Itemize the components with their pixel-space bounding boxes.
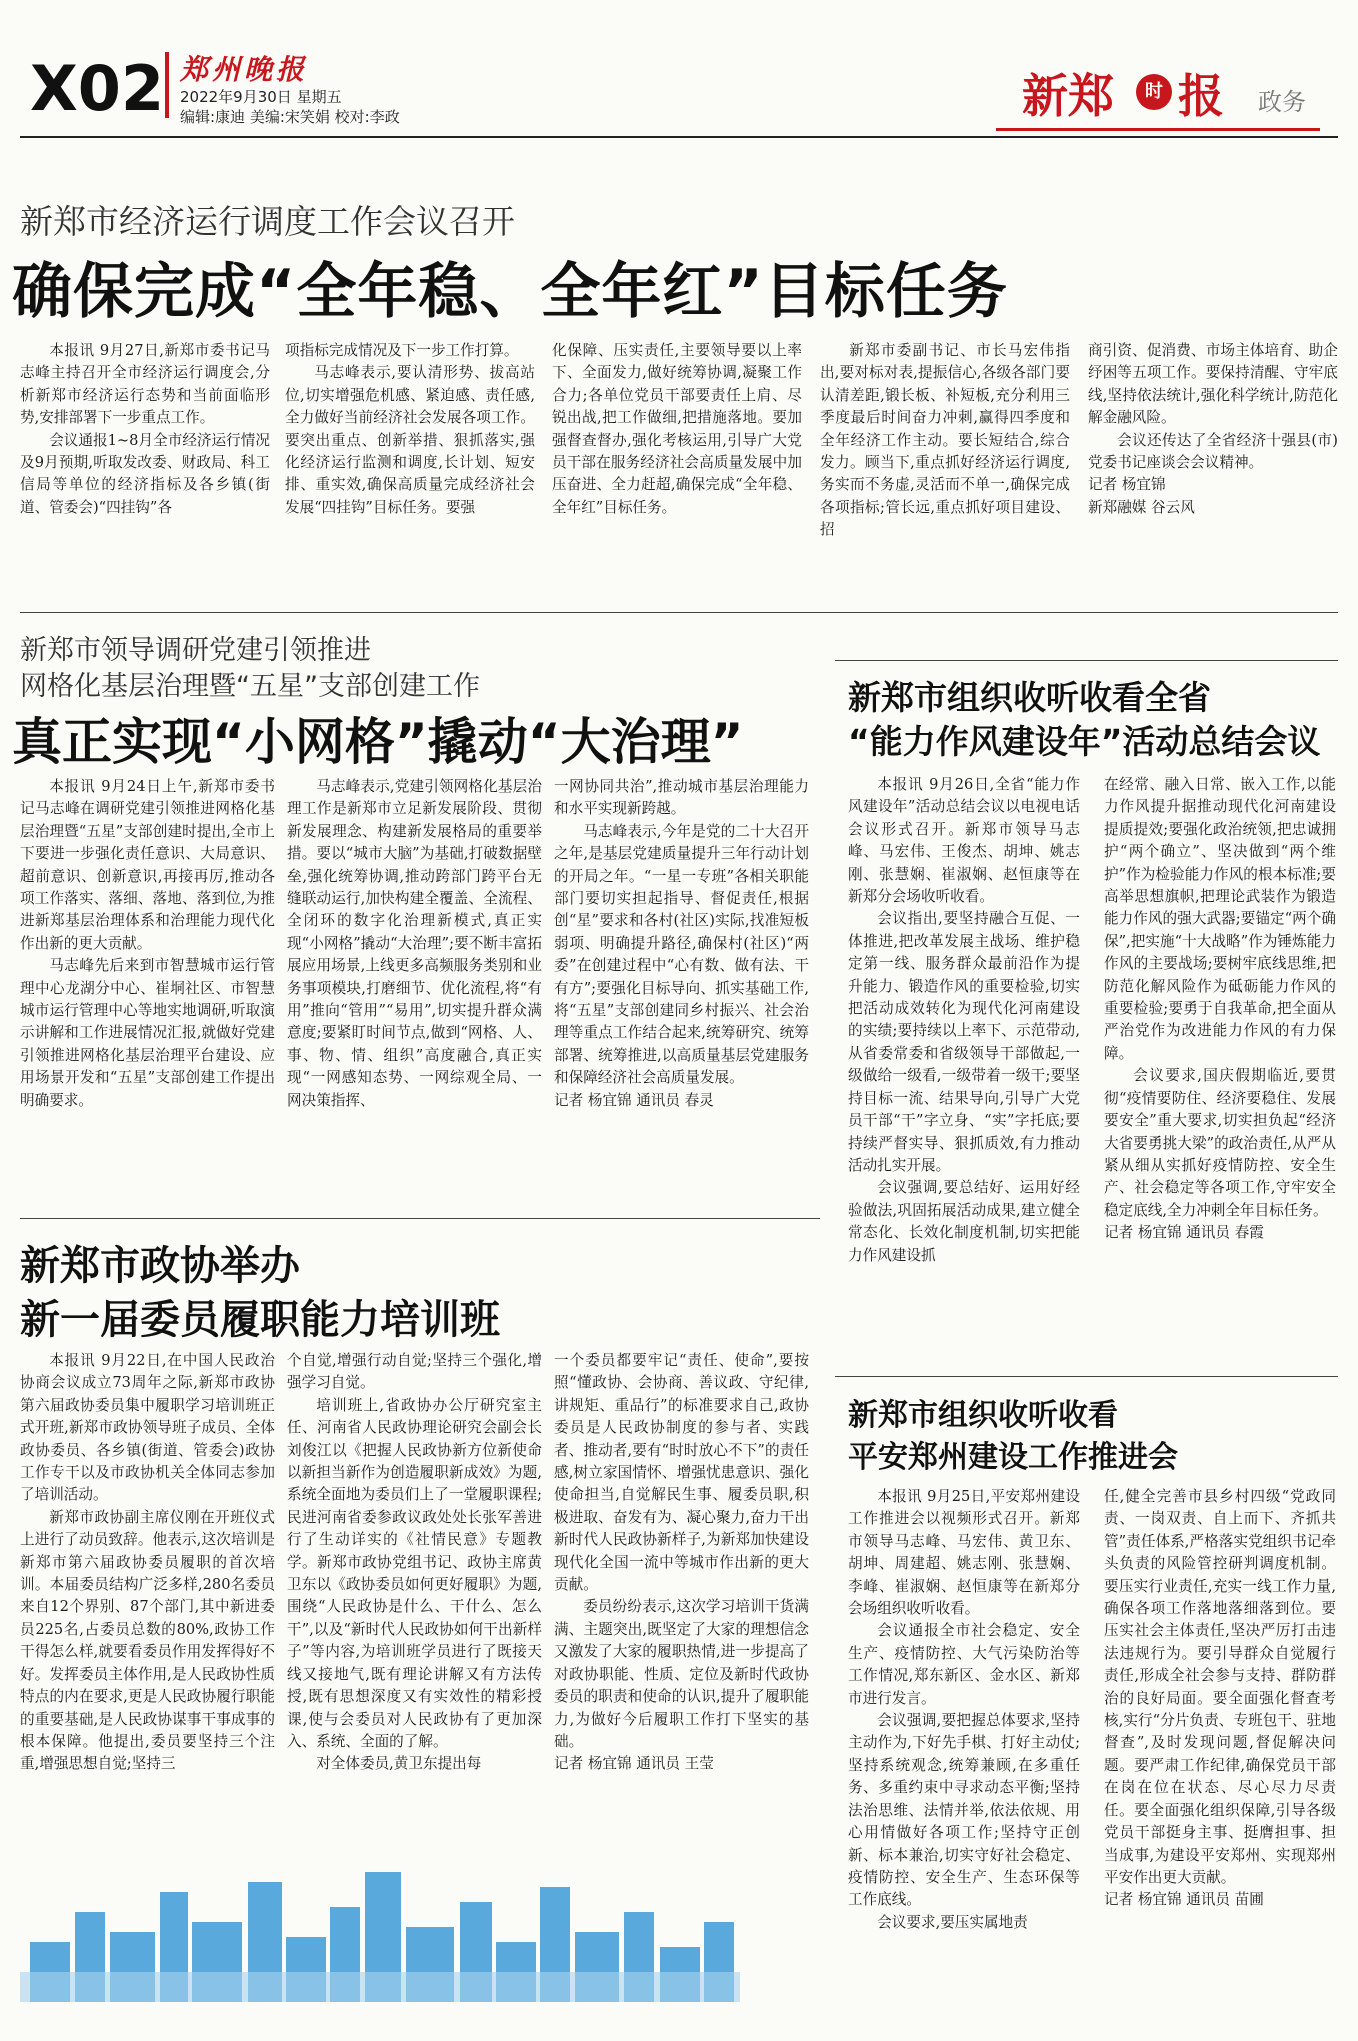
page-number: X02 [30,52,165,125]
article1-kicker: 新郑市经济运行调度工作会议召开 [20,202,515,241]
article2-col2 [287,776,542,1112]
article4-col2 [1104,774,1336,1245]
article3-col1 [20,1350,275,1776]
paragraph: 在经常、融入日常、嵌入工作,以能力作风提升据推动现代化河南建设提质提效;要强化政治统领,把忠诚拥护“两个确立”、坚决做到“两个维护”作为检验能力作风的根本标准;要高举思想旗帜,把理论武装作为锻造能力作风的强大武器;要锚定“两个确保”,把实施“十大战略”作为锤炼能力作风的主要战场;要树牢底线思维,把防范化解风险作为砥砺能力作风的重要检验;要勇于自我革命,把全面从严治党作为改进能力作风的有力保障。 [1104,776,1336,1062]
paragraph: 新郑市政协副主席仪刚在开班仪式上进行了动员致辞。他表示,这次培训是新郑市第六届政协委员履职的首次培训。本届委员结构广泛多样,280名委员来自12个界别、87个部门,其中新进委员225名,占委员总数的80%,政协工作干得怎么样,就要看委员作用发挥得好不好。发挥委员主体作用,是人民政协性质特点的内在要求,更是人民政协履行职能的重要基础,是人民政协谋事干事成事的根本保障。他提出,委员要坚持三个注重,增强思想自觉;坚持三 [20,1508,275,1773]
paragraph: 一网协同共治”,推动城市基层治理能力和水平实现新跨越。 [554,778,809,818]
brand-left: 新郑 [1022,69,1114,123]
article1-col2 [285,340,535,519]
paragraph: 马志峰先后来到市智慧城市运行管理中心龙湖分中心、崔垌社区、市智慧城市运行管理中心等地实地调研,听取演示讲解和工作进展情况汇报,就做好党建引领推进网格化基层治理平台建设、应用场景开发和“五星”支部创建工作提出明确要求。 [20,957,275,1109]
article2-kicker1: 新郑市领导调研党建引领推进 [20,635,371,666]
article2-title: 真正实现“小网格”撬动“大治理” [12,713,744,771]
brand-right: 报 [1178,69,1224,123]
paragraph: 项指标完成情况及下一步工作打算。 [285,342,519,359]
article1-col3 [552,340,802,519]
section-divider [20,1218,820,1219]
byline: 记者 杨宜锦 [1088,476,1166,494]
paragraph: 新郑市委副书记、市长马宏伟指出,要对标对表,提振信心,各级各部门要认清差距,锻长板、补短板,充分利用三季度最后时间奋力冲刺,赢得四季度和全年经济工作主动。要长短结合,综合发力。顾当下,重点抓好经济运行调度,务实而不务虚,灵活而不单一,确保完成各项指标;管长远,重点抓好项目建设、招 [820,342,1070,539]
paragraph: 化保障、压实责任,主要领导要以上率下、全面发力,做好统筹协调,凝聚工作合力;各单位党员干部要责任上肩、尽锐出战,把工作做细,把措施落地。要加强督查督办,强化考核运用,引导广大党员干部在服务经济社会高质量发展中加压奋进、全力赶超,确保完成“全年稳、全年红”目标任务。 [552,342,802,516]
article3-title-line1: 新郑市政协举办 [20,1243,300,1289]
article4-title-line2: “能力作风建设年”活动总结会议 [848,722,1321,761]
article1-col4 [820,340,1070,542]
dateline: 2022年9月30日 星期五 [180,88,342,106]
paragraph: 马志峰表示,要认清形势、拔高站位,切实增强危机感、紧迫感、责任感,全力做好当前经济社会发展各项工作。要突出重点、创新举措、狠抓落实,强化经济运行监测和调度,长计划、短安排、重实效,确保高质量完成经济社会发展“四挂钩”目标任务。要强 [285,364,535,516]
paragraph: 商引资、促消费、市场主体培育、助企纾困等五项工作。要保持清醒、守牢底线,坚持依法统计,强化科学统计,防范化解金融风险。 [1088,342,1338,427]
article5-title-line1: 新郑市组织收听收看 [848,1398,1118,1433]
byline: 记者 杨宜锦 通讯员 王莹 [554,1755,714,1773]
article1-col5 [1088,340,1338,519]
article4-title-line1: 新郑市组织收听收看全省 [848,678,1211,717]
paragraph: 会议指出,要坚持融合互促、一体推进,把改革发展主战场、维护稳定第一线、服务群众最前沿作为提升能力、锻造作风的重要检验,切实把活动成效转化为现代化河南建设的实绩;要持续以上率下、示范带动,从省委常委和省级领导干部做起,一级做给一级看,一级带着一级干;要坚持目标一流、结果导向,引导广大党员干部“干”字立身、“实”字托底;要持续严督实导、狠抓质效,有力推动活动扎实开展。 [848,910,1080,1174]
byline: 记者 杨宜锦 通讯员 苗圃 [1104,1891,1264,1909]
paragraph: 对全体委员,黄卫东提出每 [316,1755,482,1773]
article3-title-line2: 新一届委员履职能力培训班 [20,1297,500,1343]
masthead-divider [165,52,169,118]
paragraph: 委员纷纷表示,这次学习培训干货满满、主题突出,既坚定了大家的理想信念又激发了大家的履职热情,进一步提高了对政协职能、性质、定位及新时代政协委员的职责和使命的认识,提升了履职能力,为做好今后履职工作打下坚实的基础。 [554,1598,809,1750]
article4-col1 [848,774,1080,1267]
paragraph: 会议通报1~8月全市经济运行情况及9月预期,听取发改委、财政局、科工信局等单位的经济指标及各乡镇(街道、管委会)“四挂钩”各 [20,431,270,516]
byline: 新郑融媒 谷云风 [1088,498,1195,516]
paragraph: 会议强调,要总结好、运用好经验做法,巩固拓展活动成果,建立健全常态化、长效化制度机制,切实把能力作风建设抓 [848,1179,1080,1264]
article5-col2 [1104,1486,1336,1912]
section-brand [996,52,1320,132]
article2-kicker2: 网格化基层治理暨“五星”支部创建工作 [20,671,480,702]
byline: 记者 杨宜锦 通讯员 春灵 [554,1091,714,1109]
section-divider [20,612,1338,613]
byline: 记者 杨宜锦 通讯员 春霞 [1104,1224,1264,1242]
article2-col1 [20,776,275,1112]
article5-title-line2: 平安郑州建设工作推进会 [848,1440,1178,1475]
paragraph: 会议要求,国庆假期临近,要贯彻“疫情要防住、经济要稳住、发展要安全”重大要求,切实担负起“经济大省要勇挑大梁”的政治责任,从严从紧从细从实抓好疫情防控、安全生产、社会稳定等各项工作,守牢安全稳定底线,全力冲刺全年目标任务。 [1104,1067,1336,1219]
paragraph: 马志峰表示,党建引领网格化基层治理工作是新郑市立足新发展阶段、贯彻新发展理念、构建新发展格局的重要举措。要以“城市大脑”为基础,打破数据壁垒,强化统筹协调,推动跨部门跨平台无缝联动运行,加快构建全覆盖、全流程、全闭环的数字化治理新模式,真正实现“小网格”撬动“大治理”;要不断丰富拓展应用场景,上线更多高频服务类别和业务事项模块,打磨细节、优化流程,将“有用”推向“管用”“易用”,切实提升群众满意度;要紧盯时间节点,做到“网格、人、事、物、情、组织”高度融合,真正实现“一网感知态势、一网综观全局、一网决策指挥、 [287,778,542,1109]
article3-col3 [554,1350,809,1776]
paragraph: 马志峰表示,今年是党的二十大召开之年,是基层党建质量提升三年行动计划的开局之年。“一星一专班”各相关职能部门要切实担起指导、督促责任,根据创“星”要求和各村(社区)实际,找准短板弱项、明确提升路径,确保村(社区)“两委”在创建过程中“心有数、做有法、干有方”;要强化目标导向、抓实基础工作,将“五星”支部创建同乡村振兴、社会治理等重点工作结合起来,统筹研究、统筹部署、统筹推进,以高质量基层党建服务和保障经济社会高质量发展。 [554,822,809,1087]
paper-name-logo: 郑州晚报 [180,53,309,86]
article2-col3 [554,776,809,1112]
section-divider [835,660,1338,661]
paragraph: 本报讯 9月26日,全省“能力作风建设年”活动总结会议以电视电话会议形式召开。新郑市领导马志峰、马宏伟、王俊杰、胡坤、姚志刚、张慧娴、崔淑娴、赵恒康等在新郑分会场收听收看。 [848,776,1080,906]
paragraph: 一个委员都要牢记“责任、使命”,要按照“懂政协、会协商、善议政、守纪律,讲规矩、重品行”的标准要求自己,政协委员是人民政协制度的参与者、实践者、推动者,要有“时时放心不下”的责任感,树立家国情怀、增强忧患意识、强化使命担当,自觉解民生事、履委员职,积极进取、奋发有为、凝心聚力,奋力干出新时代人民政协新样子,为新郑加快建设现代化全国一流中等城市作出新的更大贡献。 [554,1352,809,1594]
paragraph: 会议强调,要把握总体要求,坚持主动作为,下好先手棋、打好主动仗;坚持系统观念,统筹兼顾,在多重任务、多重约束中寻求动态平衡;坚持法治思维、法情并举,依法依规、用心用情做好各项工作;坚持守正创新、标本兼治,切实守好社会稳定、疫情防控、安全生产、生态环保等工作底线。 [848,1712,1080,1909]
skyline-base [20,1972,740,2002]
editors-line: 编辑:康迪 美编:宋笑娟 校对:李政 [180,108,400,126]
brand-circle: 时 [1136,74,1172,110]
paragraph: 任,健全完善市县乡村四级“党政同责、一岗双责、自上而下、齐抓共管”责任体系,严格落实党组织书记牵头负责的风险管控研判调度机制。要压实行业责任,充实一线工作力量,确保各项工作落地落细落到位。要压实社会主体责任,坚决严厉打击违法违规行为。要引导群众自觉履行责任,形成全社会参与支持、群防群治的良好局面。要全面强化督查考核,实行“分片负责、专班包干、驻地督查”,及时发现问题,督促解决问题。要严肃工作纪律,确保党员干部在岗在位在状态、尽心尽力尽责任。要全面强化组织保障,引导各级党员干部挺身主事、挺膺担事、担当成事,为建设平安郑州、实现郑州平安作出更大贡献。 [1104,1488,1336,1886]
city-skyline-illustration [20,1862,740,2002]
header-rule [20,136,1338,138]
paragraph: 会议通报全市社会稳定、安全生产、疫情防控、大气污染防治等工作情况,郑东新区、金水区、新郑市进行发言。 [848,1622,1080,1707]
paragraph: 培训班上,省政协办公厅研究室主任、河南省人民政协理论研究会副会长刘俊江以《把握人民政协新方位新使命 以新担当新作为创造履职新成效》为题,系统全面地为委员们上了一堂履职课程;民进河南省委参政议政处处长张军善进行了生动详实的《社情民意》专题教学。新郑市政协党组书记、政协主席黄卫东以《政协委员如何更好履职》为题,围绕“人民政协是什么、干什么、怎么干”,以及“新时代人民政协如何干出新样子”等内容,为培训班学员进行了既接天线又接地气,既有理论讲解又有方法传授,既有思想深度又有实效性的精彩授课,使与会委员对人民政协有了更加深入、系统、全面的了解。 [287,1396,542,1750]
section-label: 政务 [1258,88,1306,116]
paragraph: 会议要求,要压实属地责 [877,1913,1028,1931]
article3-col2 [287,1350,542,1776]
article1-col1 [20,340,270,519]
paragraph: 本报讯 9月24日上午,新郑市委书记马志峰在调研党建引领推进网格化基层治理暨“五星”支部创建时提出,全市上下要进一步强化责任意识、大局意识、超前意识、创新意识,再接再厉,推动各项工作落实、落细、落地、落到位,为推进新郑基层治理体系和治理能力现代化作出新的更大贡献。 [20,778,275,952]
article1-title: 确保完成“全年稳、全年红”目标任务 [12,257,1008,327]
brand-underline [996,128,1320,131]
paragraph: 本报讯 9月27日,新郑市委书记马志峰主持召开全市经济运行调度会,分析新郑市经济运行态势和当前面临形势,安排部署下一步重点工作。 [20,342,270,427]
paragraph: 会议还传达了全省经济十强县(市)党委书记座谈会会议精神。 [1088,431,1338,472]
paragraph: 个自觉,增强行动自觉;坚持三个强化,增强学习自觉。 [287,1352,542,1392]
article5-col1 [848,1486,1080,1934]
paragraph: 本报讯 9月22日,在中国人民政治协商会议成立73周年之际,新郑市政协第六届政协委员集中履职学习培训班正式开班,新郑市政协领导班子成员、全体政协委员、各乡镇(街道、管委会)政协工作专干以及市政协机关全体同志参加了培训活动。 [20,1352,275,1504]
section-divider [835,1376,1338,1377]
paragraph: 本报讯 9月25日,平安郑州建设工作推进会以视频形式召开。新郑市领导马志峰、马宏伟、黄卫东、胡坤、周建超、姚志刚、张慧娴、李峰、崔淑娴、赵恒康等在新郑分会场组织收听收看。 [848,1488,1080,1618]
